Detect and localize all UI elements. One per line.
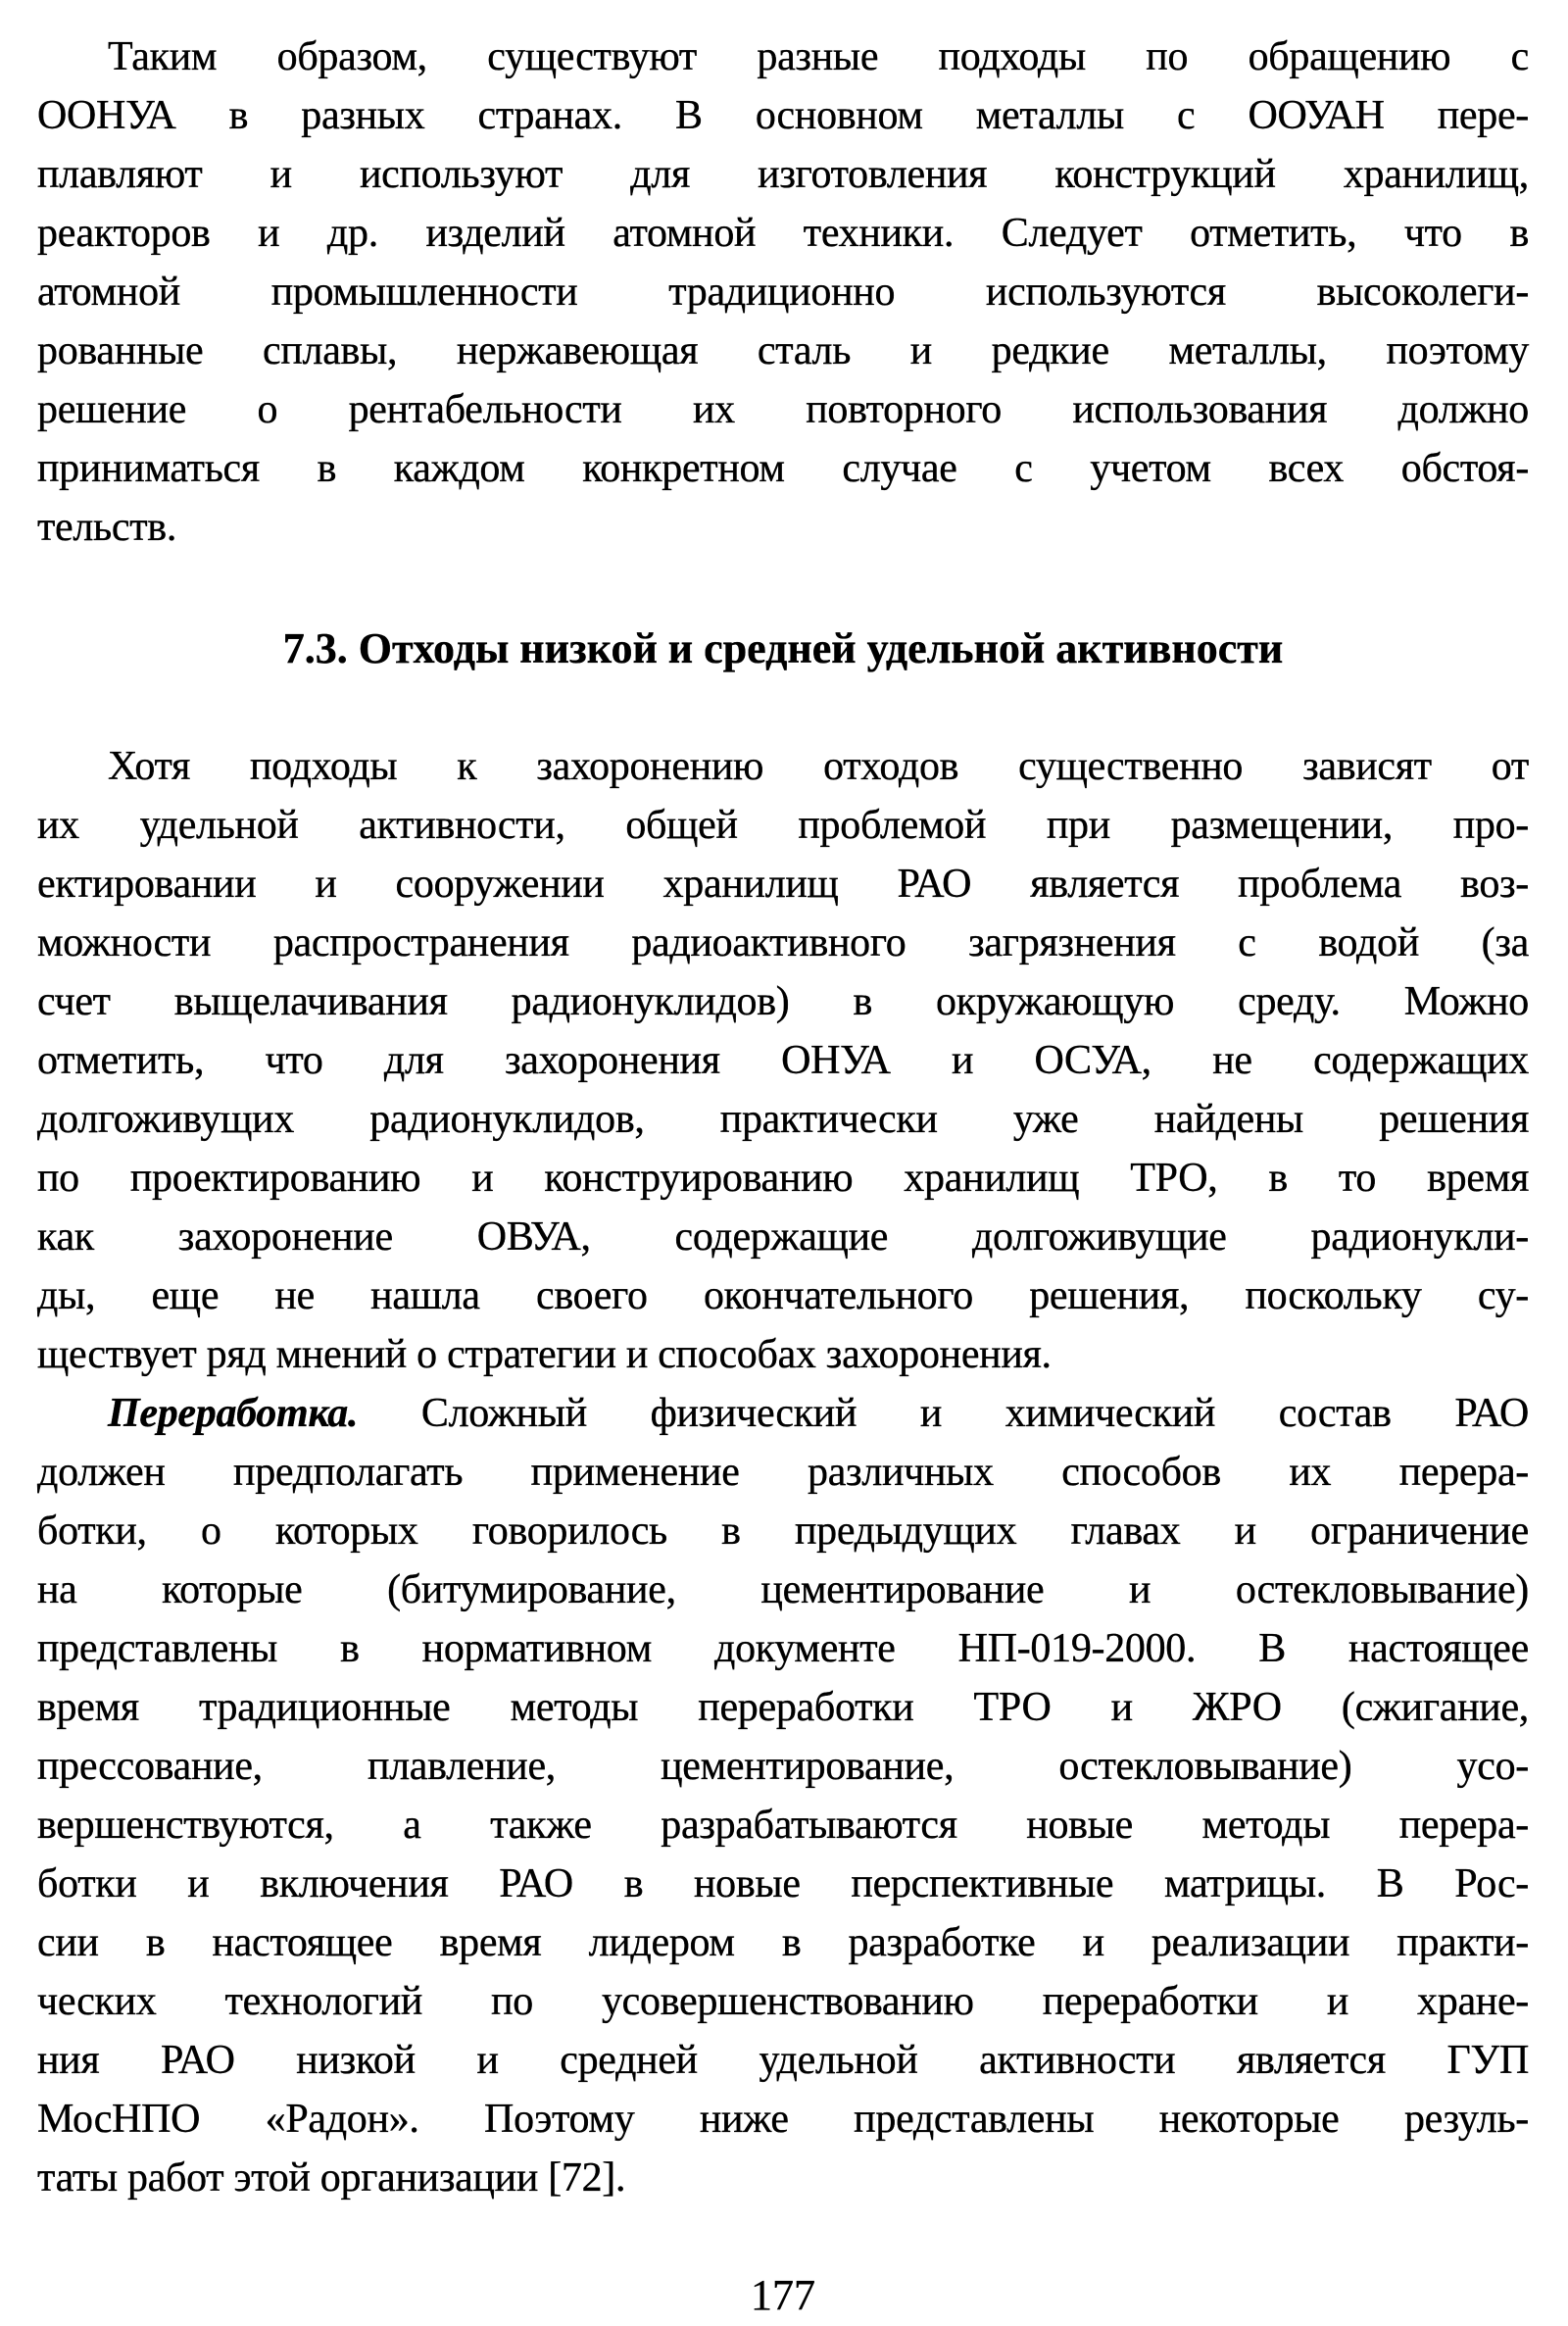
text-line: атомной промышленности традиционно используются высоколеги- xyxy=(37,270,1529,315)
text-line: ды, еще не нашла своего окончательного решения, поскольку су- xyxy=(37,1273,1529,1318)
text-run: Сложный физический и химический состав РАО xyxy=(420,1391,1529,1436)
section-heading: 7.3. Отходы низкой и средней удельной активности xyxy=(282,624,1284,672)
page-number: 177 xyxy=(751,2271,815,2319)
text-line: можности распространения радиоактивного загрязнения с водой (за xyxy=(37,920,1529,965)
text-line: Хотя подходы к захоронению отходов существенно зависят от xyxy=(108,744,1529,789)
text-line: их удельной активности, общей проблемой при размещении, про- xyxy=(37,803,1529,848)
text-line: ния РАО низкой и средней удельной активности является ГУП xyxy=(37,2038,1529,2083)
paragraph xyxy=(37,1384,1529,2207)
text-line: прессование, плавление, цементирование, остекловывание) усо- xyxy=(37,1744,1529,1789)
text-line: счет выщелачивания радионуклидов) в окружающую среду. Можно xyxy=(37,979,1529,1024)
text-line: реакторов и др. изделий атомной техники. Следует отметить, что в xyxy=(37,211,1529,256)
text-line: по проектированию и конструированию хранилищ ТРО, в то время xyxy=(37,1156,1529,1201)
run-in-heading: Переработка. xyxy=(108,1391,359,1436)
text-line: ботки и включения РАО в новые перспективные матрицы. В Рос- xyxy=(37,1861,1529,1906)
text-line: ществует ряд мнений о стратегии и способах захоронения. xyxy=(37,1332,1052,1377)
text-line: плавляют и используют для изготовления конструкций хранилищ, xyxy=(37,152,1529,197)
text-line: ботки, о которых говорилось в предыдущих главах и ограничение xyxy=(37,1509,1529,1554)
text-line: отметить, что для захоронения ОНУА и ОСУА, не содержащих xyxy=(37,1038,1529,1083)
text-line: ООНУА в разных странах. В основном металлы с ООУАН пере- xyxy=(37,93,1529,138)
text-line: МосНПО «Радон». Поэтому ниже представлены некоторые резуль- xyxy=(37,2097,1529,2142)
text-line: время традиционные методы переработки ТРО и ЖРО (сжигание, xyxy=(37,1685,1529,1730)
text-line: ческих технологий по усовершенствованию переработки и хране- xyxy=(37,1979,1529,2024)
text-line: как захоронение ОВУА, содержащие долгоживущие радионукли- xyxy=(37,1214,1529,1260)
text-line: ектировании и сооружении хранилищ РАО является проблема воз- xyxy=(37,862,1529,907)
text-line: сии в настоящее время лидером в разработке и реализации практи- xyxy=(37,1920,1529,1965)
text-line: долгоживущих радионуклидов, практически уже найдены решения xyxy=(37,1097,1529,1142)
text-line: должен предполагать применение различных способов их перера- xyxy=(37,1450,1529,1495)
text-line xyxy=(37,1384,1529,1443)
paragraph xyxy=(37,27,1529,557)
text-line: приниматься в каждом конкретном случае с учетом всех обстоя- xyxy=(37,446,1529,491)
text-line: рованные сплавы, нержавеющая сталь и редкие металлы, поэтому xyxy=(37,328,1529,373)
text-line: вершенствуются, а также разрабатываются новые методы перера- xyxy=(37,1803,1529,1848)
text-line: представлены в нормативном документе НП-019-2000. В настоящее xyxy=(37,1626,1529,1671)
paragraph xyxy=(37,737,1529,1384)
text-line: тельств. xyxy=(37,505,177,550)
text-line: Таким образом, существуют разные подходы по обращению с xyxy=(108,34,1529,79)
text-line: решение о рентабельности их повторного использования должно xyxy=(37,387,1529,432)
text-line: на которые (битумирование, цементирование и остекловывание) xyxy=(37,1567,1529,1612)
text-line: таты работ этой организации [72]. xyxy=(37,2155,626,2201)
